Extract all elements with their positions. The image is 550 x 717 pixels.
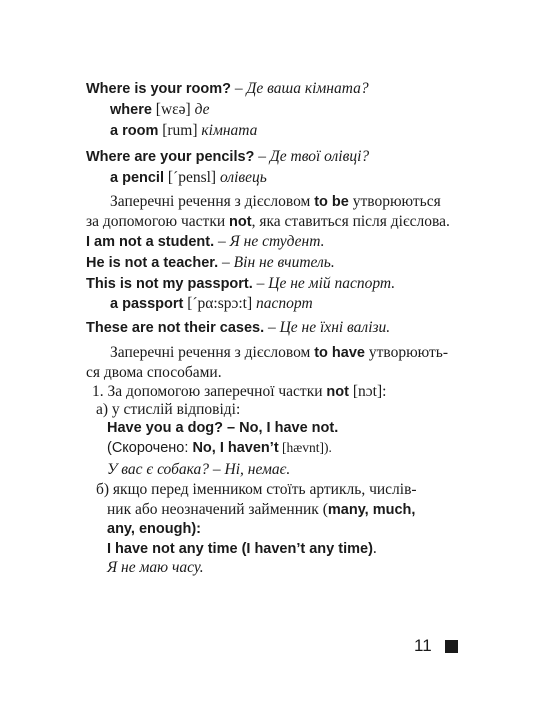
english-phrase: I am not a student. <box>86 234 215 250</box>
english-phrase: I have not any time (I haven’t any time) <box>107 541 373 557</box>
text: ник або неозначений займенник ( <box>107 501 328 518</box>
example-line <box>86 79 369 99</box>
example-line <box>86 274 395 294</box>
dash: – <box>252 275 269 292</box>
vocab-word: a pencil <box>110 170 164 186</box>
example-line <box>86 318 390 338</box>
dash: – <box>218 254 234 271</box>
translation: Де ваша кімната? <box>246 80 369 97</box>
list-item <box>92 382 386 402</box>
example-line <box>107 418 338 438</box>
translation: Де твої олівці? <box>269 148 370 165</box>
translation: кімната <box>201 122 258 139</box>
english-phrase: Have you a dog? – No, I have not. <box>107 420 339 436</box>
text: 1. За допомогою заперечної частки <box>92 383 327 400</box>
text: Заперечні речення з дієсловом <box>110 193 315 210</box>
transcription: [´pensl] <box>164 169 220 186</box>
paragraph-line <box>86 363 222 383</box>
translation-line <box>107 558 204 578</box>
example-line <box>107 539 377 559</box>
page-number: 11 <box>414 636 432 655</box>
paragraph-line <box>107 519 201 539</box>
dash: – <box>254 148 270 165</box>
sub-item-label <box>86 480 417 500</box>
transcription: [wεə] <box>151 101 195 118</box>
keyword: not <box>326 384 349 400</box>
translation: де <box>194 101 210 118</box>
paragraph-line <box>107 500 415 520</box>
dash: – <box>231 80 247 97</box>
vocab-line <box>110 168 267 188</box>
english-phrase: No, I haven’t <box>192 440 279 456</box>
dash: – <box>264 319 280 336</box>
text: ся двома способами. <box>86 364 222 381</box>
transcription: [nɔt]: <box>348 383 387 400</box>
keyword: not <box>229 214 252 230</box>
translation-line <box>107 460 290 480</box>
page-marker-square <box>445 640 458 653</box>
english-phrase: Where is your room? <box>86 81 232 97</box>
dash: – <box>214 233 230 250</box>
vocab-word: where <box>110 102 152 118</box>
english-phrase: He is not a teacher. <box>86 255 219 271</box>
keyword: many, much, <box>327 502 416 518</box>
text: утворюються <box>348 193 441 210</box>
text: (Скорочено: <box>107 440 193 456</box>
translation: Він не вчитель. <box>233 254 335 271</box>
text: . <box>372 540 377 557</box>
keyword: to have <box>314 345 365 361</box>
transcription: [rum] <box>158 122 202 139</box>
keyword: any, enough): <box>107 521 201 537</box>
transcription: [´pα:spɔ:t] <box>183 295 257 312</box>
english-phrase: These are not their cases. <box>86 320 265 336</box>
translation: паспорт <box>256 295 313 312</box>
translation: Я не маю часу. <box>107 559 204 576</box>
example-line <box>86 147 369 167</box>
text: , яка ставиться після дієслова. <box>251 213 450 230</box>
translation: У вас є собака? – Ні, немає. <box>107 461 291 478</box>
paragraph-line <box>86 212 450 232</box>
vocab-line <box>110 294 313 314</box>
text: Заперечні речення з дієсловом <box>110 344 315 361</box>
english-phrase: This is not my passport. <box>86 276 253 292</box>
vocab-line <box>110 121 257 141</box>
translation: Це не їхні валізи. <box>279 319 391 336</box>
translation: олівець <box>219 169 267 186</box>
translation: Я не студент. <box>229 233 325 250</box>
text: утворюють- <box>364 344 449 361</box>
translation: Це не мій паспорт. <box>268 275 396 292</box>
english-phrase: Where are your pencils? <box>86 149 255 165</box>
vocab-word: a passport <box>110 296 184 312</box>
example-line <box>86 232 324 252</box>
transcription: [hævnt]). <box>278 440 332 455</box>
paragraph-line <box>110 192 441 212</box>
short-form-line <box>107 438 332 458</box>
paragraph-line <box>110 343 448 363</box>
sub-item-label <box>86 400 240 420</box>
example-line <box>86 253 335 273</box>
text: за допомогою частки <box>86 213 230 230</box>
text: а) у стислій відповіді: <box>96 401 241 418</box>
vocab-word: a room <box>110 123 159 139</box>
text: б) якщо перед іменником стоїть артикль, числів- <box>96 481 417 498</box>
keyword: to be <box>314 194 349 210</box>
vocab-line <box>110 100 210 120</box>
